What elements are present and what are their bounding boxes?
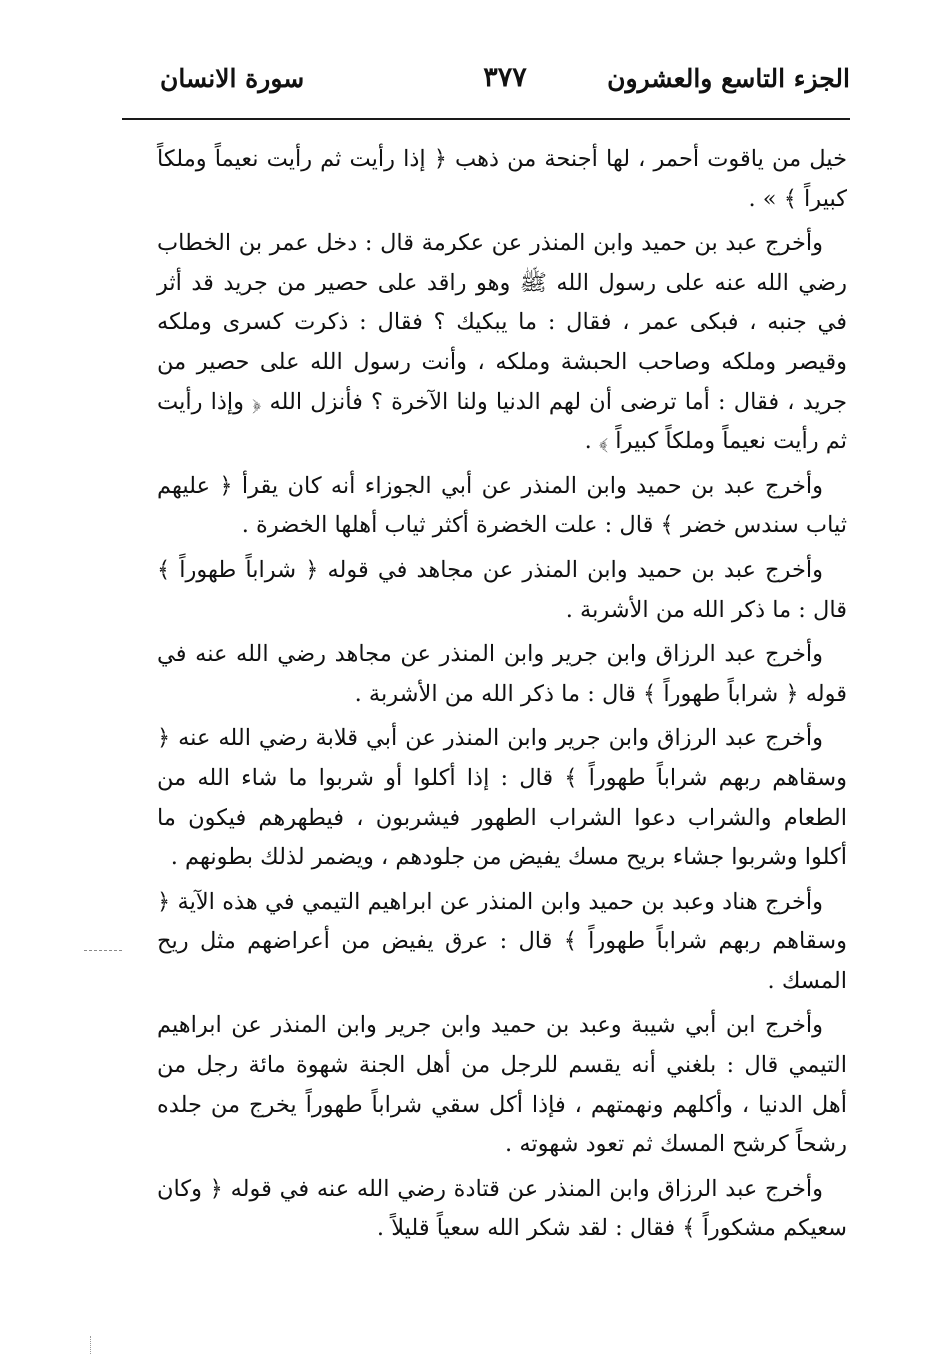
page-body — [157, 140, 847, 1254]
paragraph-umar-hadith: وأخرج عبد بن حميد وابن المنذر عن عكرمة قال : دخل عمر بن الخطاب رضي الله عنه على رسول الله ﷺ وهو راقد على حصير من جريد قد أثر في جنبه ، فبكى عمر ، فقال : ما يبكيك ؟ فقال : ذكرت كسرى وملكه وقيصر وملكه وصاحب الحبشة وملكه ، وأنت رسول الله على حصير من جريد ، فقال : أما ترضى أن لهم الدنيا ولنا الآخرة ؟ فأنزل الله ﴿ وإذا رأيت ثم رأيت نعيماً وملكاً كبيراً ﴾ . — [157, 230, 847, 455]
paragraph-abu-al-jawza: وأخرج عبد بن حميد وابن المنذر عن أبي الجوزاء أنه كان يقرأ ﴿ عليهم ثياب سندس خضر ﴾ قال : علت الخضرة أكثر ثياب أهلها الخضرة . — [157, 472, 847, 539]
running-header — [160, 64, 850, 104]
paragraph-mujahid-1: وأخرج عبد بن حميد وابن المنذر عن مجاهد في قوله ﴿ شراباً طهوراً ﴾ قال : ما ذكر الله من الأشربة . — [157, 556, 847, 623]
surah-title: سورة الانسان — [160, 64, 305, 93]
page-number: ٣٧٧ — [483, 62, 527, 93]
paragraph-mujahid-2: وأخرج عبد الرزاق وابن جرير وابن المنذر عن مجاهد رضي الله عنه في قوله ﴿ شراباً طهوراً ﴾ قال : ما ذكر الله من الأشربة . — [157, 641, 847, 707]
paragraph-abu-qilaba: وأخرج عبد الرزاق وابن جرير وابن المنذر عن أبي قلابة رضي الله عنه ﴿ وسقاهم ربهم شراباً طهوراً ﴾ قال : إذا أكلوا أو شربوا ما شاء الله من الطعام والشراب دعوا الشراب الطهور فيشربون ، فيطهرهم فيكون ما أكلوا وشربوا جشاء بريح مسك يفيض من جلودهم ، ويضمر لذلك بطونهم . — [157, 725, 847, 871]
paragraph-ibrahim-taymi-1: وأخرج هناد وعبد بن حميد وابن المنذر عن ابراهيم التيمي في هذه الآية ﴿ وسقاهم ربهم شراباً طهوراً ﴾ قال : عرق يفيض من أعراضهم مثل ريح المسك . — [157, 888, 847, 994]
paragraph-ibrahim-taymi-2: وأخرج ابن أبي شيبة وعبد بن حميد وابن جرير وابن المنذر عن ابراهيم التيمي قال : بلغني أنه يقسم للرجل من أهل الجنة شهوة مائة رجل من أهل الدنيا ، وأكلهم ونهمتهم ، فإذا أكل سقي شراباً طهوراً يخرج من جلده رشحاً كرشح المسك ثم تعود شهوته . — [157, 1012, 847, 1158]
paragraph-qatada: وأخرج عبد الرزاق وابن المنذر عن قتادة رضي الله عنه في قوله ﴿ وكان سعيكم مشكوراً ﴾ فقال : لقد شكر الله سعياً قليلاً . — [157, 1175, 847, 1242]
margin-scan-tick — [90, 1336, 91, 1354]
paragraph-continuation: خيل من ياقوت أحمر ، لها أجنحة من ذهب ﴿ إذا رأيت ثم رأيت نعيماً وملكاً كبيراً ﴾ » . — [157, 146, 847, 212]
juz-title: الجزء التاسع والعشرون — [607, 64, 850, 93]
header-rule — [122, 118, 850, 120]
margin-scan-mark — [84, 950, 122, 951]
